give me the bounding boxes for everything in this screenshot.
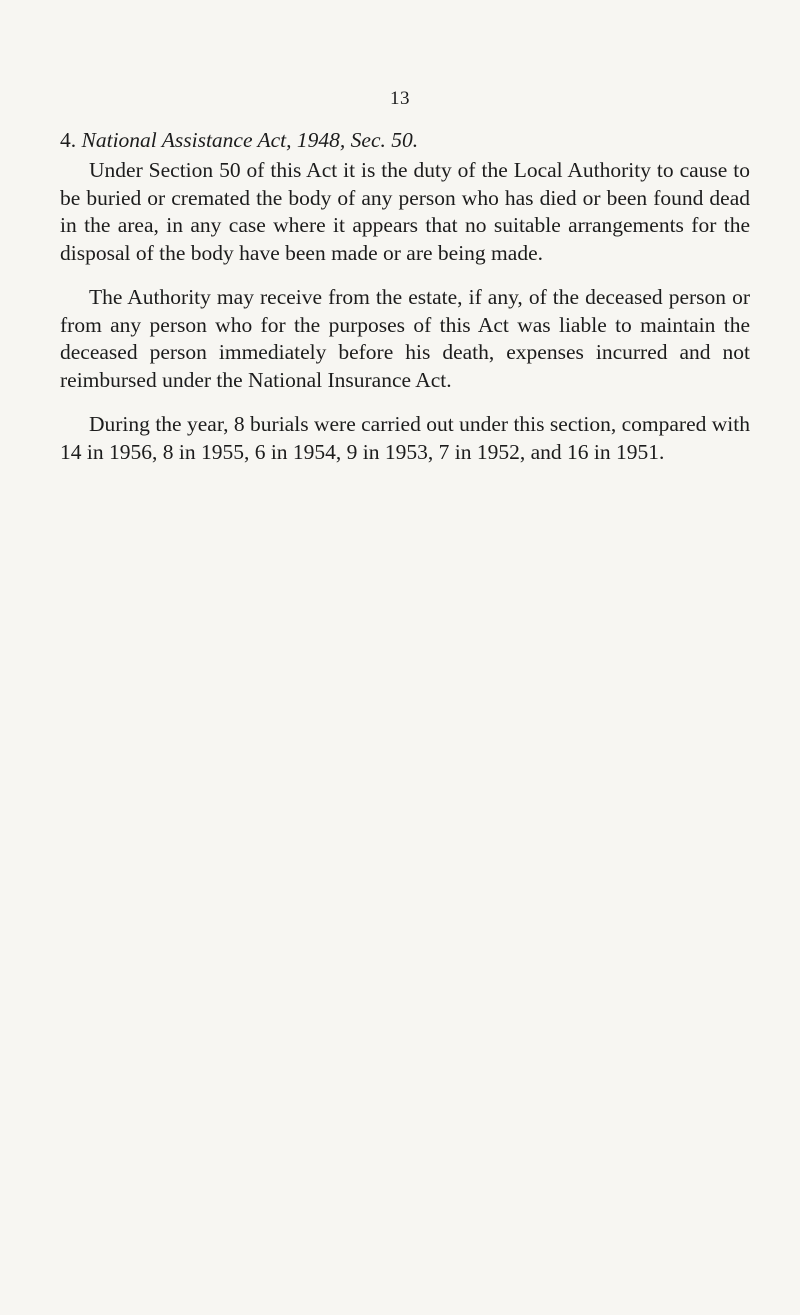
page-number: 13: [390, 88, 410, 109]
paragraph-duty: Under Section 50 of this Act it is the duty of the Local Authority to cause to be buried or cremated the body of any person who has died or been found dead in the area, in any case where it appears that no suitable arrangements for the disposal of the body have been made or are being made.: [60, 158, 750, 265]
section-number: 4.: [60, 128, 77, 152]
section-title: National Assistance Act, 1948, Sec. 50.: [81, 128, 419, 152]
section-content: [60, 125, 750, 483]
paragraph-burials-count: During the year, 8 burials were carried out under this section, compared with 14 in 1956, 8 in 1955, 6 in 1954, 9 in 1953, 7 in 1952, and 16 in 1951.: [60, 412, 750, 464]
paragraph-recovery: The Authority may receive from the estate, if any, of the deceased person or from any person who for the purposes of this Act was liable to maintain the deceased person immediately before his death, expenses incurred and not reimbursed under the National Insurance Act.: [60, 285, 750, 392]
section-heading: [60, 125, 750, 155]
